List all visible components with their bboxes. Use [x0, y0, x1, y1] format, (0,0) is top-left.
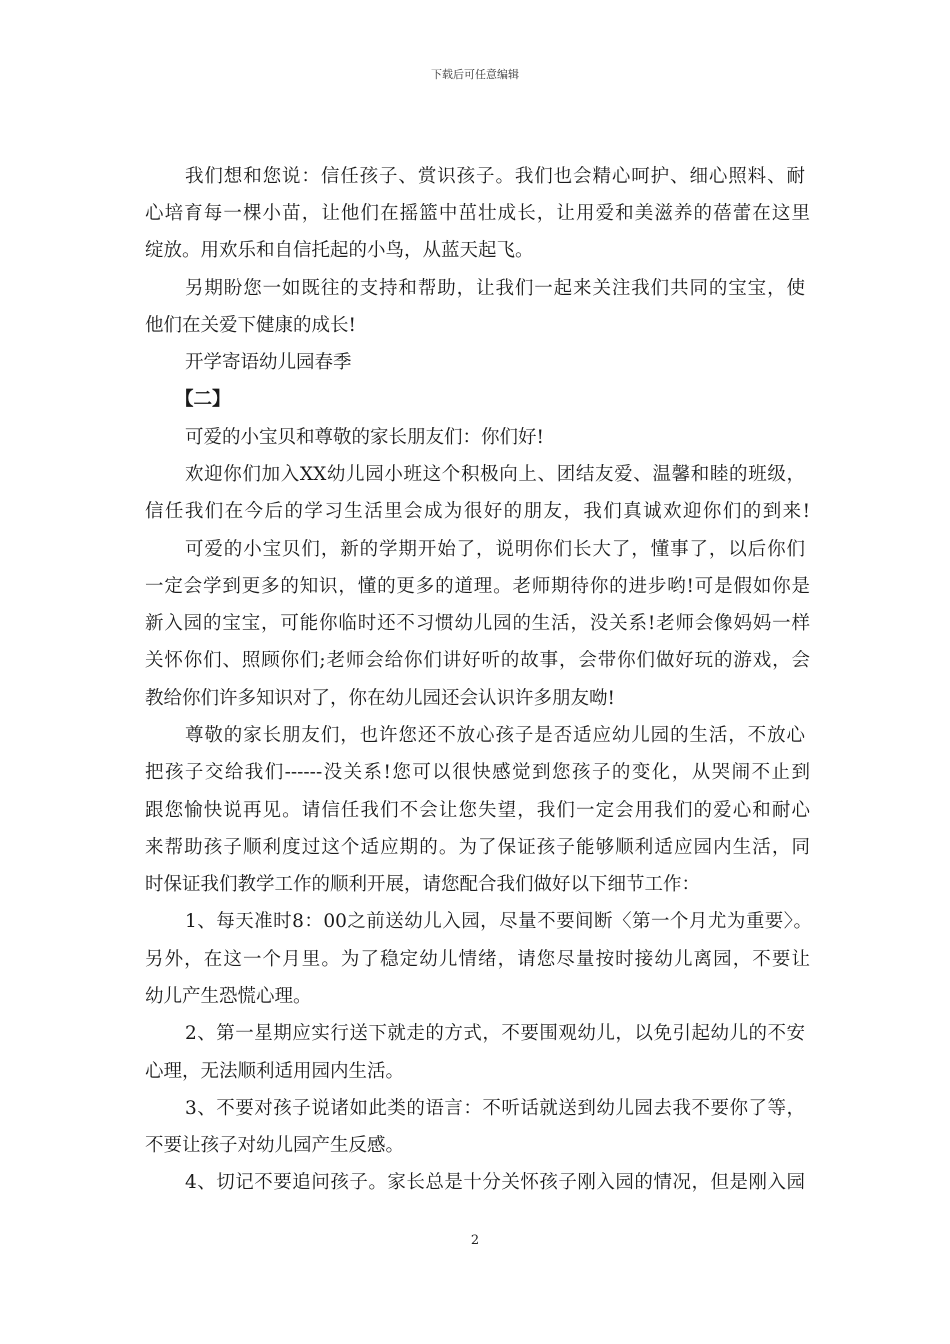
text-line: 幼儿产生恐慌心理。	[145, 986, 312, 1007]
text-line: 欢迎你们加入XX幼儿园小班这个积极向上、团结友爱、温馨和睦的班级，	[185, 464, 805, 485]
text-line: 一定会学到更多的知识，懂的更多的道理。老师期待你的进步哟!可是假如你是	[145, 576, 810, 597]
text-line: 心培育每一棵小苗，让他们在摇篮中茁壮成长，让用爱和美滋养的蓓蕾在这里	[145, 203, 810, 224]
page-header: 下载后可任意编辑	[431, 68, 519, 81]
page-number: 2	[470, 1233, 480, 1248]
text-line: 可爱的小宝贝们，新的学期开始了，说明你们长大了，懂事了，以后你们	[185, 539, 805, 560]
text-line: 可爱的小宝贝和尊敬的家长朋友们：你们好!	[185, 427, 544, 448]
text-line: 跟您愉快说再见。请信任我们不会让您失望，我们一定会用我们的爱心和耐心	[145, 800, 810, 821]
text-line: 心理，无法顺利适用园内生活。	[145, 1061, 405, 1082]
text-line: 不要让孩子对幼儿园产生反感。	[145, 1135, 405, 1156]
section-number: 【二】	[175, 389, 231, 410]
text-line: 教给你们许多知识对了，你在幼儿园还会认识许多朋友呦!	[145, 688, 615, 709]
text-line: 1、每天准时8：00之前送幼儿入园，尽量不要间断〈第一个月尤为重要〉。	[185, 911, 812, 932]
text-line: 2、第一星期应实行送下就走的方式，不要围观幼儿，以免引起幼儿的不安	[185, 1023, 805, 1044]
text-line: 4、切记不要追问孩子。家长总是十分关怀孩子刚入园的情况，但是刚入园	[185, 1172, 805, 1193]
text-line: 新入园的宝宝，可能你临时还不习惯幼儿园的生活，没关系!老师会像妈妈一样	[145, 613, 810, 634]
text-line: 绽放。用欢乐和自信托起的小鸟，从蓝天起飞。	[145, 240, 534, 261]
text-line: 我们想和您说：信任孩子、赏识孩子。我们也会精心呵护、细心照料、耐	[185, 166, 805, 187]
section-title: 开学寄语幼儿园春季	[185, 352, 352, 373]
text-line: 信任我们在今后的学习生活里会成为很好的朋友，我们真诚欢迎你们的到来!	[145, 501, 810, 522]
text-line: 3、不要对孩子说诸如此类的语言：不听话就送到幼儿园去我不要你了等，	[185, 1098, 805, 1119]
text-line: 来帮助孩子顺利度过这个适应期的。为了保证孩子能够顺利适应园内生活，同	[145, 837, 810, 858]
text-line: 关怀你们、照顾你们;老师会给你们讲好听的故事，会带你们做好玩的游戏，会	[145, 650, 810, 671]
text-line: 时保证我们教学工作的顺利开展，请您配合我们做好以下细节工作：	[145, 874, 701, 895]
text-line: 他们在关爱下健康的成长!	[145, 315, 356, 336]
text-line: 把孩子交给我们------没关系!您可以很快感觉到您孩子的变化，从哭闹不止到	[145, 762, 810, 783]
text-line: 尊敬的家长朋友们，也许您还不放心孩子是否适应幼儿园的生活，不放心	[185, 725, 805, 746]
text-line: 另外，在这一个月里。为了稳定幼儿情绪，请您尽量按时接幼儿离园，不要让	[145, 949, 810, 970]
text-line: 另期盼您一如既往的支持和帮助，让我们一起来关注我们共同的宝宝，使	[185, 278, 805, 299]
